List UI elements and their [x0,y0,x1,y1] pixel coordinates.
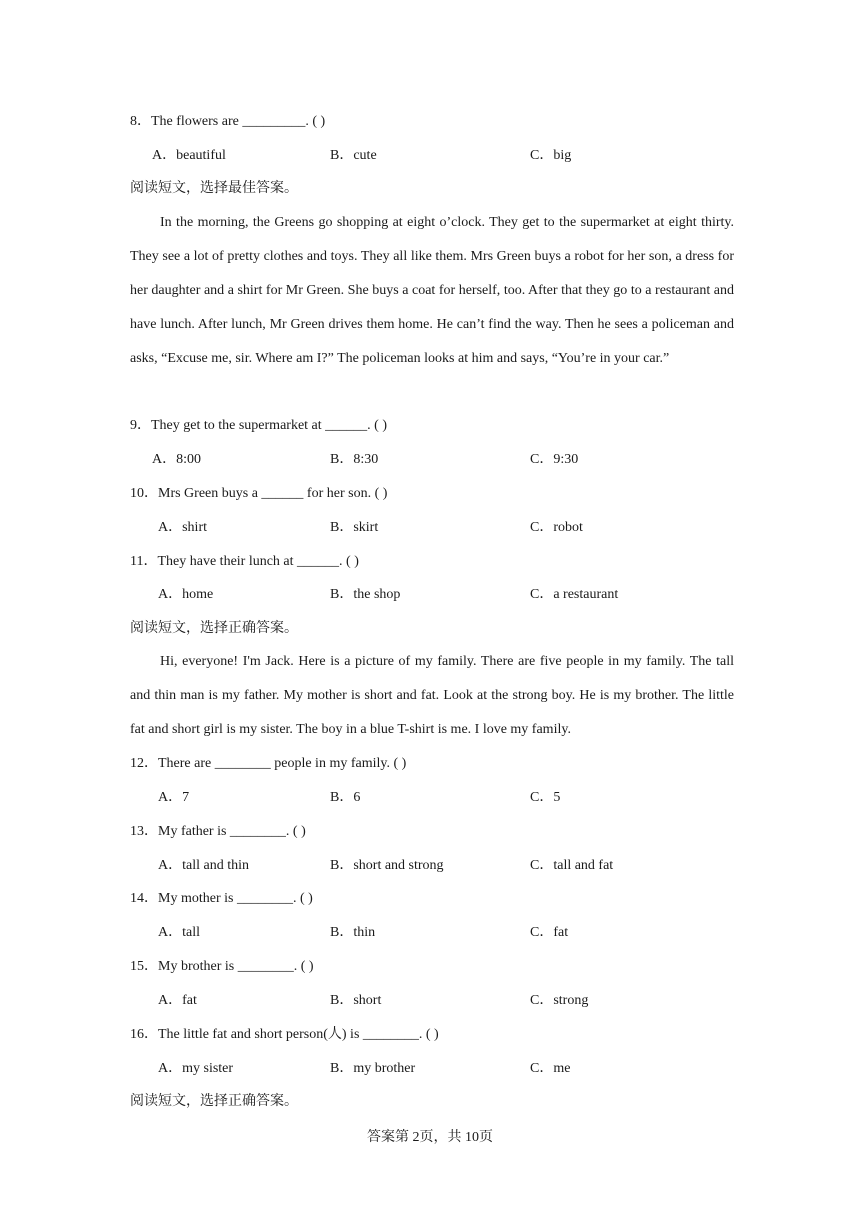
question-15-option-c: C．strong [530,993,589,1008]
page-footer: 答案第 2页，共 10页 [367,1130,493,1145]
question-12-stem: 12．There are ________ people in my family. ( ) [130,756,407,771]
question-11-option-a: A．home [158,587,214,602]
question-16-option-c: C．me [530,1061,571,1076]
question-10-stem: 10．Mrs Green buys a ______ for her son. ( ) [130,486,388,501]
question-10-option-a: A．shirt [158,520,207,535]
question-11-option-b: B．the shop [330,587,401,602]
question-16-option-b: B．my brother [330,1061,416,1076]
question-10-option-c: C．robot [530,520,583,535]
question-14-option-b: B．thin [330,925,376,940]
question-13-stem: 13．My father is ________. ( ) [130,824,306,839]
question-15-stem: 15．My brother is ________. ( ) [130,959,314,974]
question-10-option-b: B．skirt [330,520,379,535]
question-15-option-a: A．fat [158,993,197,1008]
question-9-option-a: A．8:00 [152,452,201,467]
question-14-option-c: C．fat [530,925,569,940]
question-16-option-a: A．my sister [158,1061,234,1076]
question-9-option-b: B．8:30 [330,452,379,467]
reading-passage-1: In the morning, the Greens go shopping at eight o’clock. They get to the supermarket at eight thirty. They see a lot of pretty clothes and toys. They all like them. Mrs Green buys a robot for her son, a dress for her daughter and a shirt for Mr Green. She buys a coat for herself, too. After that they go to a restaurant and have lunch. After lunch, Mr Green drives them home. He can’t find the way. Then he sees a policeman and asks, “Excuse me, sir. Where am I?” The policeman looks at him and says, “You’re in your car.” [130,215,734,366]
question-14-option-a: A．tall [158,925,200,940]
question-9-option-c: C．9:30 [530,452,579,467]
question-12-option-b: B．6 [330,790,361,805]
question-12-option-a: A．7 [158,790,190,805]
question-8-option-b: B．cute [330,148,377,163]
question-8-stem: 8．The flowers are _________. ( ) [130,114,326,129]
question-13-option-a: A．tall and thin [158,858,249,873]
section-heading-3: 阅读短文，选择正确答案。 [130,1094,298,1109]
question-16-stem: 16．The little fat and short person(人) is ________. ( ) [130,1027,439,1042]
section-heading-1: 阅读短文，选择最佳答案。 [130,181,298,196]
question-11-option-c: C．a restaurant [530,587,619,602]
reading-passage-2: Hi, everyone! I'm Jack. Here is a picture of my family. There are five people in my family. The tall and thin man is my father. My mother is short and fat. Look at the strong boy. He is my brother. The little fat and short girl is my sister. The boy in a blue T-shirt is me. I love my family. [130,654,734,737]
section-heading-2: 阅读短文，选择正确答案。 [130,621,298,636]
question-9-stem: 9．They get to the supermarket at ______. ( ) [130,418,387,433]
question-11-stem: 11．They have their lunch at ______. ( ) [130,554,359,569]
question-15-option-b: B．short [330,993,382,1008]
question-13-option-b: B．short and strong [330,858,444,873]
question-14-stem: 14．My mother is ________. ( ) [130,891,313,906]
question-8-option-a: A．beautiful [152,148,226,163]
question-8-option-c: C．big [530,148,572,163]
question-12-option-c: C．5 [530,790,561,805]
question-13-option-c: C．tall and fat [530,858,614,873]
